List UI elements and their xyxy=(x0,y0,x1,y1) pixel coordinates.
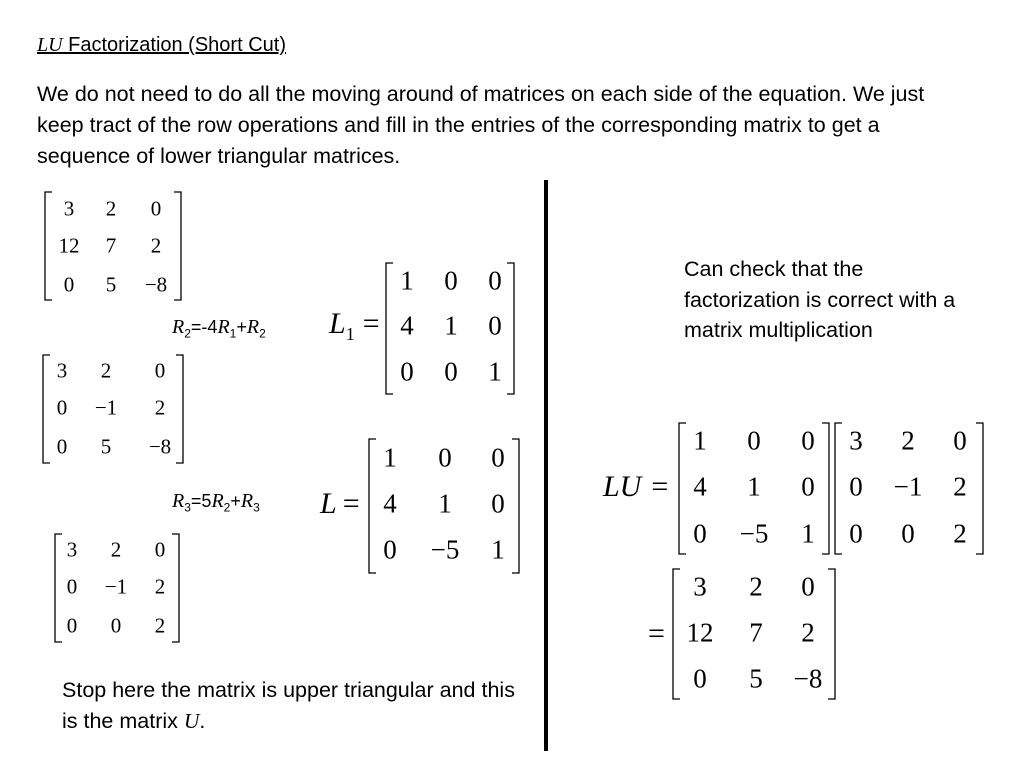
stop-note: Stop here the matrix is upper triangular and this is the matrix U. xyxy=(62,678,515,733)
matrix-cell: −8 xyxy=(144,272,168,297)
matrix-cell: 0 xyxy=(154,537,166,562)
matrix-cell: 5 xyxy=(749,663,763,694)
matrix-cell: 0 xyxy=(491,488,505,519)
matrix-cell: 3 xyxy=(66,537,78,562)
vertical-divider xyxy=(544,180,548,751)
matrix-cell: 2 xyxy=(105,196,117,221)
matrix-cell: 2 xyxy=(110,537,122,562)
matrix-cell: 0 xyxy=(488,265,502,296)
matrix-a xyxy=(44,191,182,301)
right-bracket xyxy=(174,192,181,300)
matrix-cell: 0 xyxy=(849,518,863,549)
matrix-cell: 0 xyxy=(444,356,458,387)
left-bracket xyxy=(386,263,393,394)
right-bracket xyxy=(507,263,514,394)
matrix-cell: 0 xyxy=(400,356,414,387)
matrix-l-product xyxy=(678,422,830,555)
matrix-cell: 0 xyxy=(110,613,122,638)
matrix-cell: 0 xyxy=(801,471,815,502)
check-note: Can check that the factorization is correct with a matrix multiplication xyxy=(684,257,956,342)
left-bracket xyxy=(43,355,50,463)
lu-label: LU = xyxy=(603,470,669,503)
matrix-cell: 2 xyxy=(749,571,763,602)
matrix-cell: 2 xyxy=(154,613,166,638)
matrix-cell: 3 xyxy=(63,196,75,221)
matrix-cell: 0 xyxy=(444,265,458,296)
matrix-cell: 0 xyxy=(56,434,68,459)
matrix-cell: 0 xyxy=(953,425,967,456)
right-bracket xyxy=(976,423,983,554)
intro-paragraph: We do not need to do all the moving around of matrices on each side of the equation. We just keep tract of the row operations and fill in the entries of the corresponding matrix to get a sequence of lower triangular matrices. xyxy=(37,82,925,168)
left-bracket xyxy=(369,439,376,573)
equals-sign: = xyxy=(648,617,665,650)
matrix-cell: 0 xyxy=(901,518,915,549)
title-text: Factorization (Short Cut) xyxy=(62,34,286,56)
row-operation-1: $R_2=-4R_1+R_2$ xyxy=(172,316,266,341)
matrix-cell: 3 xyxy=(693,571,707,602)
matrix-cell: 2 xyxy=(150,233,162,258)
matrix-cell: 3 xyxy=(849,425,863,456)
right-bracket xyxy=(512,439,519,573)
matrix-cell: 0 xyxy=(693,663,707,694)
matrix-cell: 1 xyxy=(488,356,502,387)
right-bracket xyxy=(828,569,835,699)
matrix-cell: 0 xyxy=(154,358,166,383)
matrix-cell: 4 xyxy=(400,310,414,341)
matrix-cell: 1 xyxy=(438,488,452,519)
left-bracket xyxy=(835,423,842,554)
title-lu: LU xyxy=(37,34,63,56)
matrix-cell: 1 xyxy=(693,425,707,456)
matrix-cell: −1 xyxy=(893,471,923,502)
matrix-cell: 7 xyxy=(105,233,117,258)
right-bracket xyxy=(176,355,183,463)
matrix-u-product xyxy=(834,422,984,555)
left-bracket xyxy=(55,534,62,642)
l-label: L = xyxy=(320,487,360,520)
matrix-cell: 1 xyxy=(747,471,761,502)
right-bracket xyxy=(172,534,179,642)
matrix-cell: 4 xyxy=(383,488,397,519)
matrix-cell: −8 xyxy=(793,663,823,694)
matrix-cell: 7 xyxy=(749,617,763,648)
matrix-cell: 1 xyxy=(801,518,815,549)
matrix-cell: 0 xyxy=(383,534,397,565)
matrix-cell: 0 xyxy=(66,613,78,638)
matrix-l xyxy=(368,438,520,574)
matrix-cell: 0 xyxy=(747,425,761,456)
matrix-cell: 0 xyxy=(693,518,707,549)
matrix-cell: 12 xyxy=(686,617,714,648)
matrix-cell: 2 xyxy=(100,358,112,383)
matrix-cell: −1 xyxy=(104,574,128,599)
matrix-cell: 0 xyxy=(150,196,162,221)
matrix-cell: 2 xyxy=(801,617,815,648)
matrix-u xyxy=(54,533,180,643)
left-bracket xyxy=(679,423,686,554)
matrix-cell: 0 xyxy=(801,571,815,602)
matrix-cell: 0 xyxy=(63,272,75,297)
slide-title xyxy=(37,34,286,57)
matrix-cell: 2 xyxy=(154,395,166,420)
matrix-cell: 4 xyxy=(693,471,707,502)
row-operation-2: $R_3=5R_2+R_3$ xyxy=(172,490,260,515)
matrix-cell: −5 xyxy=(739,518,769,549)
matrix-cell: 5 xyxy=(105,272,117,297)
matrix-cell: 3 xyxy=(56,358,68,383)
matrix-cell: 0 xyxy=(488,310,502,341)
left-bracket xyxy=(673,569,680,699)
matrix-cell: 0 xyxy=(491,442,505,473)
matrix-a-result xyxy=(672,568,836,700)
right-bracket xyxy=(822,423,829,554)
matrix-cell: 1 xyxy=(491,534,505,565)
left-bracket xyxy=(45,192,52,300)
matrix-cell: −1 xyxy=(94,395,118,420)
matrix-cell: 1 xyxy=(400,265,414,296)
matrix-cell: −8 xyxy=(148,434,172,459)
matrix-cell: 0 xyxy=(801,425,815,456)
matrix-a2 xyxy=(42,354,184,464)
matrix-cell: 0 xyxy=(438,442,452,473)
matrix-cell: 2 xyxy=(953,471,967,502)
matrix-cell: −5 xyxy=(430,534,460,565)
matrix-cell: 12 xyxy=(58,233,80,258)
matrix-cell: 2 xyxy=(901,425,915,456)
l1-label: $L_1$ = xyxy=(329,307,380,344)
matrix-cell: 1 xyxy=(444,310,458,341)
matrix-cell: 0 xyxy=(56,395,68,420)
matrix-cell: 0 xyxy=(849,471,863,502)
matrix-cell: 2 xyxy=(154,574,166,599)
matrix-cell: 0 xyxy=(66,574,78,599)
matrix-l1 xyxy=(385,262,515,395)
matrix-cell: 5 xyxy=(100,434,112,459)
matrix-cell: 2 xyxy=(953,518,967,549)
matrix-cell: 1 xyxy=(383,442,397,473)
